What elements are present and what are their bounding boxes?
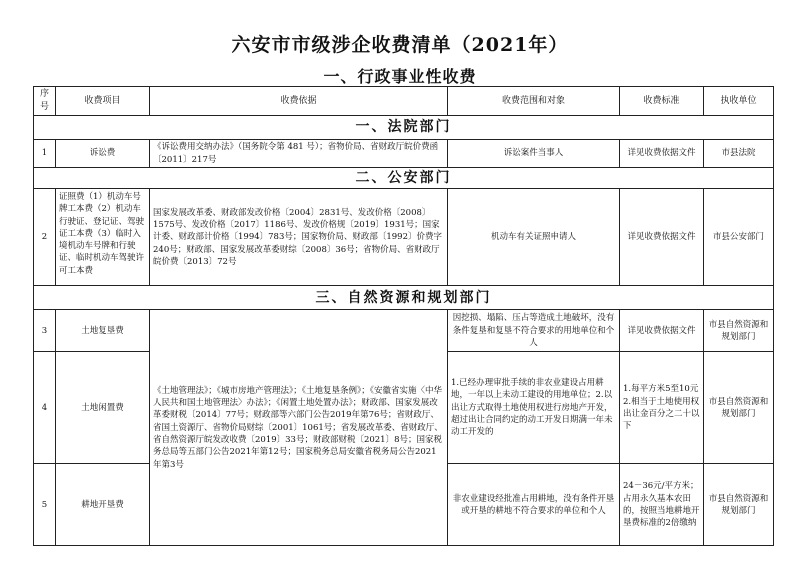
fee-table bbox=[33, 86, 774, 546]
header-standard: 收费标准 bbox=[620, 87, 704, 116]
row-unit: 市县公安部门 bbox=[704, 189, 774, 286]
header-unit: 执收单位 bbox=[704, 87, 774, 116]
row-unit: 市县法院 bbox=[704, 140, 774, 168]
row-no: 2 bbox=[34, 189, 56, 286]
row-item: 耕地开垦费 bbox=[56, 464, 150, 546]
land-shared-basis: 《土地管理法》；《城市房地产管理法》；《土地复垦条例》；《安徽省实施〈中华人民共和国土地管理法〉办法》；《闲置土地处置办法》；财政部、国家发展改革委财税〔2014〕77号；财政部等六部门公告2019年第76号；省财政厅、省国土资源厅、省物价局财综〔2001〕1061号；省发展改革委、省财政厅、省自然资源厅皖发改收费〔2019〕33号；财政部财税〔2021〕8号；国家税务总局等五部门公告2021年第12号；国家税务总局安徽省税务局公告2021年第3号 bbox=[150, 310, 448, 546]
row-no: 1 bbox=[34, 140, 56, 168]
row-basis: 《诉讼费用交纳办法》（国务院令第 481 号）；省物价局、省财政厅皖价费函〔2011〕217号 bbox=[150, 140, 448, 168]
document-subtitle: 一、行政事业性收费 bbox=[323, 67, 477, 86]
row-standard: 24－36元/平方米；占用永久基本农田的，按照当地耕地开垦费标准的2倍缴纳 bbox=[620, 464, 704, 546]
row-scope: 1.已经办理审批手续的非农业建设占用耕地，一年以上未动工建设的用地单位；2.以出让方式取得土地使用权进行房地产开发，超过出让合同约定的动工开发日期满一年未动工开发的 bbox=[448, 352, 620, 464]
section-police bbox=[34, 168, 774, 189]
section-court-title: 一、法院部门 bbox=[34, 116, 774, 140]
row-item: 土地复垦费 bbox=[56, 310, 150, 352]
row-unit: 市县自然资源和规划部门 bbox=[704, 310, 774, 352]
row-standard: 详见收费依据文件 bbox=[620, 310, 704, 352]
section-court bbox=[34, 116, 774, 140]
document-title: 六安市市级涉企收费清单（2021年） bbox=[231, 34, 569, 56]
table-header-row bbox=[34, 87, 774, 116]
row-item: 土地闲置费 bbox=[56, 352, 150, 464]
row-no: 5 bbox=[34, 464, 56, 546]
row-scope: 非农业建设经批准占用耕地，没有条件开垦或开垦的耕地不符合要求的单位和个人 bbox=[448, 464, 620, 546]
row-standard: 1.每平方米5至10元 2.相当于土地使用权出让金百分之二十以下 bbox=[620, 352, 704, 464]
row-standard: 详见收费依据文件 bbox=[620, 140, 704, 168]
row-no: 4 bbox=[34, 352, 56, 464]
row-scope: 诉讼案件当事人 bbox=[448, 140, 620, 168]
table-row bbox=[34, 140, 774, 168]
row-unit: 市县自然资源和规划部门 bbox=[704, 464, 774, 546]
row-scope: 因挖损、塌陷、压占等造成土地破坏，没有条件复垦和复垦不符合要求的用地单位和个人 bbox=[448, 310, 620, 352]
row-unit: 市县自然资源和规划部门 bbox=[704, 352, 774, 464]
header-item: 收费项目 bbox=[56, 87, 150, 116]
section-land bbox=[34, 286, 774, 310]
header-no: 序号 bbox=[34, 87, 56, 116]
row-scope: 机动车有关证照申请人 bbox=[448, 189, 620, 286]
section-land-title: 三、自然资源和规划部门 bbox=[34, 286, 774, 310]
row-basis: 国家发展改革委、财政部发改价格〔2004〕2831号、发改价格〔2008〕1575号、发改价格〔2017〕1186号、发改价格规〔2019〕1931号；国家计委、财政部计价格〔1994〕783号；国家物价局、财政部〔1992〕价费字240号；财政部、国家发展改革委财综〔2008〕36号；省物价局、省财政厅皖价费〔2013〕72号 bbox=[150, 189, 448, 286]
header-scope: 收费范围和对象 bbox=[448, 87, 620, 116]
row-item: 诉讼费 bbox=[56, 140, 150, 168]
table-row bbox=[34, 310, 774, 352]
row-standard: 详见收费依据文件 bbox=[620, 189, 704, 286]
header-basis: 收费依据 bbox=[150, 87, 448, 116]
row-item bbox=[56, 189, 150, 286]
row-no: 3 bbox=[34, 310, 56, 352]
row-item-text: 证照费（1）机动车号牌工本费（2）机动车行驶证、登记证、驾驶证工本费（3）临时入境机动车号牌和行驶证、临时机动车驾驶许可工本费 bbox=[59, 191, 145, 276]
section-police-title: 二、公安部门 bbox=[34, 168, 774, 189]
table-row bbox=[34, 189, 774, 286]
